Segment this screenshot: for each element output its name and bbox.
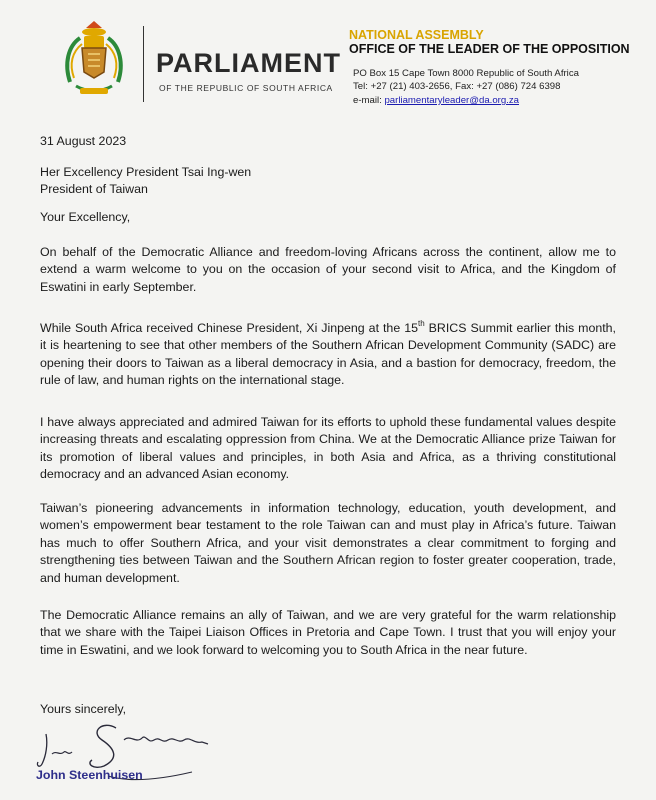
- paragraph-2: [40, 320, 616, 390]
- office-heading: OFFICE OF THE LEADER OF THE OPPOSITION: [349, 42, 630, 56]
- closing: Yours sincerely,: [40, 702, 127, 716]
- signatory-name: John Steenhuisen: [36, 768, 143, 782]
- phone-fax: Tel: +27 (21) 403-2656, Fax: +27 (086) 724 6398: [353, 81, 561, 92]
- email-line: [353, 96, 519, 106]
- paragraph-2-start: While South Africa received Chinese President, Xi Jinpeng at the 15: [40, 321, 418, 335]
- ordinal-suffix: th: [417, 318, 425, 328]
- email-link[interactable]: parliamentaryleader@da.org.za: [384, 95, 519, 106]
- parliament-subtitle: OF THE REPUBLIC OF SOUTH AFRICA: [159, 83, 333, 93]
- recipient-title: President of Taiwan: [40, 182, 148, 197]
- paragraph-1: On behalf of the Democratic Alliance and freedom-loving Africans across the continent, allow me to extend a warm welcome to you on the occasion of your second visit to Africa, and the Kingdom of Eswatini in early September.: [40, 245, 616, 294]
- paragraph-5: The Democratic Alliance remains an ally of Taiwan, and we are very grateful for the warm relationship that we share with the Taipei Liaison Offices in Pretoria and Cape Town. I trust that you will enjoy your time in Eswatini, and we look forward to welcoming you to South Africa in the near future.: [40, 608, 616, 657]
- email-label: e-mail:: [353, 95, 385, 106]
- paragraph-2-end: BRICS Summit earlier this month, it is heartening to see that other members of the Southern African Development Community (SADC) are opening their doors to Taiwan as a liberal democracy in Asia, and a bastion for democracy, freedom, the rule of law, and human rights on the international stage.: [40, 321, 617, 388]
- header-divider: [143, 26, 144, 102]
- postal-address: PO Box 15 Cape Town 8000 Republic of South Africa: [353, 68, 579, 79]
- recipient-name: Her Excellency President Tsai Ing-wen: [40, 165, 252, 179]
- coat-of-arms-icon: [62, 20, 126, 98]
- paragraph-4: Taiwan’s pioneering advancements in information technology, education, youth development, and women’s empowerment bear testament to the role Taiwan can and must play in Africa’s future. Taiwan has much to offer Southern Africa, and your visit demonstrates a clear commitment to forging and strengthening ties between Taiwan and the Southern African region to foster greater cooperation, trade, and human development.: [40, 501, 616, 585]
- parliament-title: PARLIAMENT: [156, 48, 341, 78]
- recipient-block: [40, 164, 251, 199]
- letter-date: 31 August 2023: [40, 134, 127, 148]
- national-assembly-heading: NATIONAL ASSEMBLY: [349, 28, 484, 42]
- salutation: Your Excellency,: [40, 210, 131, 224]
- paragraph-3: I have always appreciated and admired Taiwan for its efforts to uphold these fundamental values despite increasing threats and escalating oppression from China. We at the Democratic Alliance prize Taiwan for its promotion of liberal values and principles, in both Asia and Africa, as a thriving constitutional democracy and an advanced Asian economy.: [40, 415, 616, 482]
